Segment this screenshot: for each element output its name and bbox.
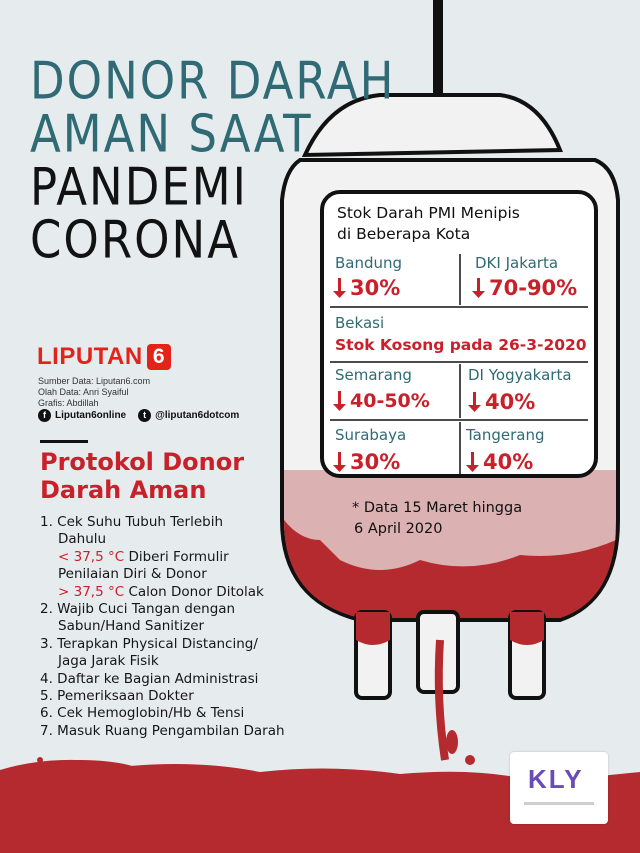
- step-1: 1. Cek Suhu Tubuh Terlebih: [40, 514, 224, 530]
- down-arrow-icon: [333, 452, 346, 472]
- social-handles: [38, 409, 239, 422]
- step-4: 4. Daftar ke Bagian Administrasi: [40, 670, 259, 687]
- high-temp-threshold: > 37,5 °C: [58, 583, 125, 600]
- value-tangerang: 40%: [466, 450, 533, 474]
- logo-text: LIPUTAN: [37, 343, 143, 370]
- step-1-high-temp: [40, 584, 285, 601]
- city-bandung: Bandung: [335, 254, 403, 272]
- step-2-cont: Sabun/Hand Sanitizer: [58, 618, 205, 635]
- data-note: [352, 498, 522, 540]
- value-bandung: 30%: [333, 276, 400, 300]
- step-3-cont: Jaga Jarak Fisik: [58, 653, 159, 670]
- value-bekasi: Stok Kosong pada 26-3-2020: [335, 336, 587, 354]
- step-2: 2. Wajib Cuci Tangan dengan: [40, 601, 236, 618]
- kly-logo-mark: KLY: [528, 764, 584, 794]
- kly-logo-tagline: [524, 802, 594, 805]
- kly-logo: [510, 752, 608, 824]
- protokol-heading-line-1: Protokol Donor: [40, 448, 245, 476]
- step-3: 3. Terapkan Physical Distancing/: [40, 635, 258, 652]
- headline-line-3: PANDEMI: [30, 156, 248, 217]
- step-7: 7. Masuk Ruang Pengambilan Darah: [40, 722, 285, 739]
- step-5: 5. Pemeriksaan Dokter: [40, 688, 194, 705]
- facebook-icon: f: [38, 409, 51, 422]
- down-arrow-icon: [468, 392, 481, 412]
- data-note-line-1: * Data 15 Maret hingga: [352, 500, 523, 516]
- data-note-line-2: 6 April 2020: [354, 521, 443, 537]
- credits: [38, 376, 150, 409]
- stock-title-line-1: Stok Darah PMI Menipis: [337, 204, 520, 222]
- step-1-low-temp: [40, 549, 285, 566]
- facebook-handle: Liputan6online: [55, 410, 127, 421]
- city-semarang: Semarang: [335, 366, 412, 384]
- down-arrow-icon: [333, 391, 346, 411]
- value-surabaya: 30%: [333, 450, 400, 474]
- down-arrow-icon: [333, 278, 346, 298]
- city-jakarta: DKI Jakarta: [475, 254, 559, 272]
- protokol-heading: [40, 448, 244, 504]
- stock-title: [337, 203, 520, 245]
- value-jakarta: 70-90%: [472, 276, 577, 300]
- divider: [40, 440, 88, 443]
- value-yogyakarta: 40%: [468, 390, 535, 414]
- step-1-low-temp-cont: Penilaian Diri & Donor: [58, 566, 207, 583]
- twitter-icon: t: [138, 409, 151, 422]
- city-yogyakarta: DI Yogyakarta: [468, 366, 572, 384]
- step-1-cont: Dahulu: [58, 531, 107, 548]
- twitter-handle: @liputan6dotcom: [155, 410, 240, 421]
- city-bekasi: Bekasi: [335, 314, 385, 332]
- liputan6-logo: [37, 343, 171, 371]
- high-temp-action: Calon Donor Ditolak: [128, 583, 264, 600]
- city-surabaya: Surabaya: [335, 426, 407, 444]
- protokol-heading-line-2: Darah Aman: [40, 476, 207, 504]
- protocol-steps: [40, 514, 285, 740]
- city-tangerang: Tangerang: [466, 426, 545, 444]
- low-temp-action: Diberi Formulir: [128, 548, 229, 565]
- down-arrow-icon: [466, 452, 479, 472]
- credit-source: Sumber Data: Liputan6.com: [38, 376, 151, 386]
- step-6: 6. Cek Hemoglobin/Hb & Tensi: [40, 705, 245, 722]
- headline-line-2: AMAN SAAT: [30, 103, 313, 164]
- down-arrow-icon: [472, 278, 485, 298]
- stock-title-line-2: di Beberapa Kota: [337, 225, 471, 243]
- low-temp-threshold: < 37,5 °C: [58, 548, 125, 565]
- headline-line-1: DONOR DARAH: [30, 50, 396, 111]
- value-semarang: 40-50%: [333, 390, 430, 412]
- logo-badge: 6: [147, 344, 171, 370]
- credit-data: Olah Data: Anri Syaiful: [38, 387, 129, 397]
- credit-graphics: Grafis: Abdillah: [38, 398, 99, 408]
- headline-line-4: CORONA: [30, 209, 240, 270]
